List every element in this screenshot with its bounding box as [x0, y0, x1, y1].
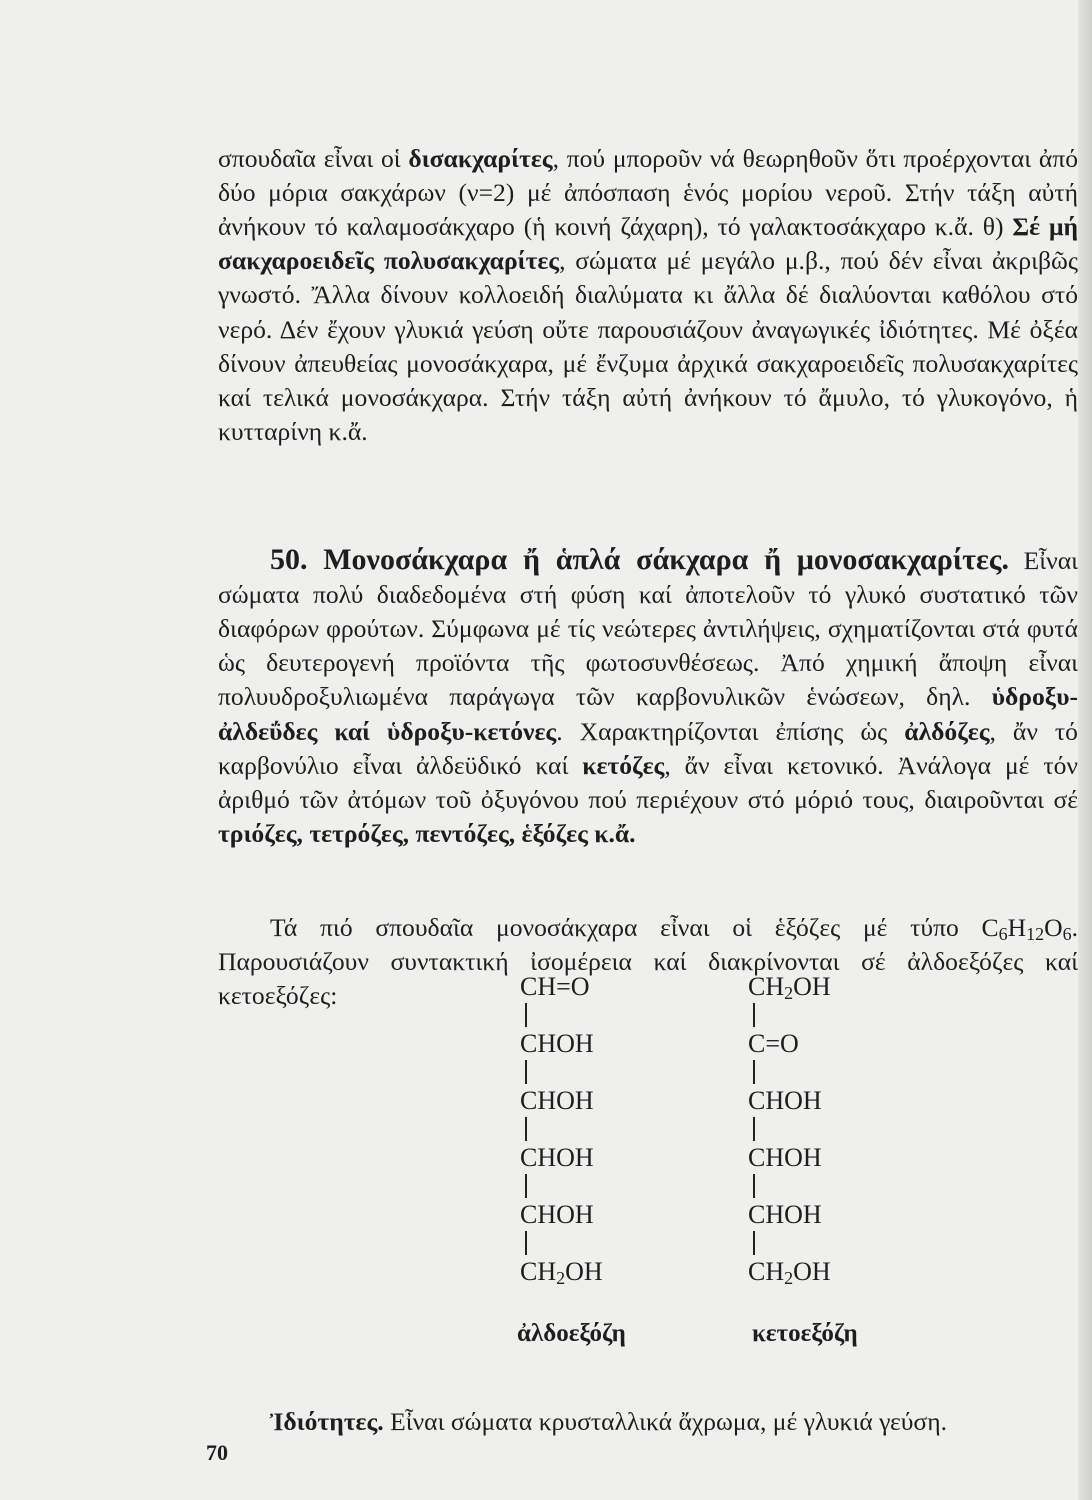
- paragraph-properties: Ἰδιότητες. Εἶναι σώματα κρυσταλλικά ἄχρωμα, μέ γλυκιά γεύση.: [270, 1406, 948, 1436]
- bond-line: [753, 1117, 755, 1141]
- page-number: 70: [206, 1440, 228, 1465]
- formula-row: CHOH: [520, 1086, 594, 1115]
- section-title: 50. Μονοσάκχαρα ἤ ἁπλά σάκχαρα ἤ μονοσακχαρίτες.: [270, 542, 1009, 576]
- bond-line: [525, 1174, 527, 1198]
- formula-row: CHOH: [748, 1143, 822, 1172]
- bond-line: [753, 1003, 755, 1027]
- formula-row: CH=O: [520, 972, 590, 1001]
- bond-line: [525, 1060, 527, 1084]
- ketohexose-formula: [748, 972, 831, 1314]
- formula-row: $CH_2OH$: [520, 1257, 603, 1288]
- formula-row: $CH_2OH$: [748, 972, 831, 1003]
- formula-row: CHOH: [748, 1086, 822, 1115]
- bond-line: [753, 1060, 755, 1084]
- bond-line: [753, 1231, 755, 1255]
- bond-line: [525, 1003, 527, 1027]
- bond-line: [525, 1231, 527, 1255]
- bond-line: [753, 1174, 755, 1198]
- formula-row: CHOH: [520, 1143, 594, 1172]
- formula-row: C=O: [748, 1029, 799, 1058]
- paragraph-disaccharides: σπουδαῖα εἶναι οἱ δισακχαρίτες, πού μποροῦν νά θεωρηθοῦν ὅτι προέρχονται ἀπό δύο μόρια σακχάρων (ν=2) μέ ἀπόσπαση ἑνός μορίου νεροῦ. Στήν τάξη αὐτή ἀνήκουν τό καλαμοσάκχαρο (ἡ κοινή ζάχαρη), τό γαλακτοσάκχαρο κ.ἄ. θ) Σέ μή σακχαροειδεῖς πολυσακχαρίτες, σώματα μέ μεγάλο μ.β., πού δέν εἶναι ἀκριβῶς γνωστό. Ἄλλα δίνουν κολλοειδή διαλύματα κι ἄλλα δέ διαλύονται καθόλου στό νερό. Δέν ἔχουν γλυκιά γεύση οὔτε παρουσιάζουν ἀναγωγικές ἰδιότητες. Μέ ὀξέα δίνουν ἀπευθείας μονοσάκχαρα, μέ ἔνζυμα ἀρχικά σακχαροειδεῖς πολυσακχαρίτες καί τελικά μονοσάκχαρα. Στήν τάξη αὐτή ἀνήκουν τό ἄμυλο, τό γλυκογόνο, ἡ κυτταρίνη κ.ἄ.: [218, 143, 1078, 447]
- aldohexose-formula: [520, 972, 603, 1314]
- page-edge-shadow: [1078, 0, 1092, 1500]
- formula-row: $CH_2OH$: [748, 1257, 831, 1288]
- ketohexose-label: κετοεξόζη: [752, 1320, 858, 1347]
- aldohexose-label: ἀλδοεξόζη: [517, 1320, 626, 1347]
- paragraph-hexoses: Τά πιό σπουδαῖα μονοσάκχαρα εἶναι οἱ ἑξόζες μέ τύπο $C_6H_{12}O_6$. Παρουσιάζουν συντακτική ἰσομέρεια καί διακρίνονται σέ ἀλδοεξόζες καί κετοεξόζες:: [218, 912, 1078, 1010]
- paragraph-monosaccharides: 50. Μονοσάκχαρα ἤ ἁπλά σάκχαρα ἤ μονοσακχαρίτες. Εἶναι σώματα πολύ διαδεδομένα στή φύση καί ἀποτελοῦν τό γλυκό συστατικό τῶν διαφόρων φρούτων. Σύμφωνα μέ τίς νεώτερες ἀντιλήψεις, σχηματίζονται στά φυτά ὡς δευτερογενή προϊόντα τῆς φωτοσυνθέσεως. Ἀπό χημική ἄποψη εἶναι πολυυδροξυλιωμένα παράγωγα τῶν καρβονυλικῶν ἑνώσεων, δηλ. ὑδροξυ-ἀλδεΰδες καί ὑδροξυ-κετόνες. Χαρακτηρίζονται ἐπίσης ὡς ἀλδόζες, ἄν τό καρβονύλιο εἶναι ἀλδεϋδικό καί κετόζες, ἄν εἶναι κετονικό. Ἀνάλογα μέ τόν ἀριθμό τῶν ἀτόμων τοῦ ὀξυγόνου πού περιέχουν στό μόριό τους, διαιροῦνται σέ τριόζες, τετρόζες, πεντόζες, ἑξόζες κ.ἄ.: [218, 542, 1078, 849]
- formula-row: CHOH: [520, 1029, 594, 1058]
- formula-row: CHOH: [748, 1200, 822, 1229]
- bond-line: [525, 1117, 527, 1141]
- formula-row: CHOH: [520, 1200, 594, 1229]
